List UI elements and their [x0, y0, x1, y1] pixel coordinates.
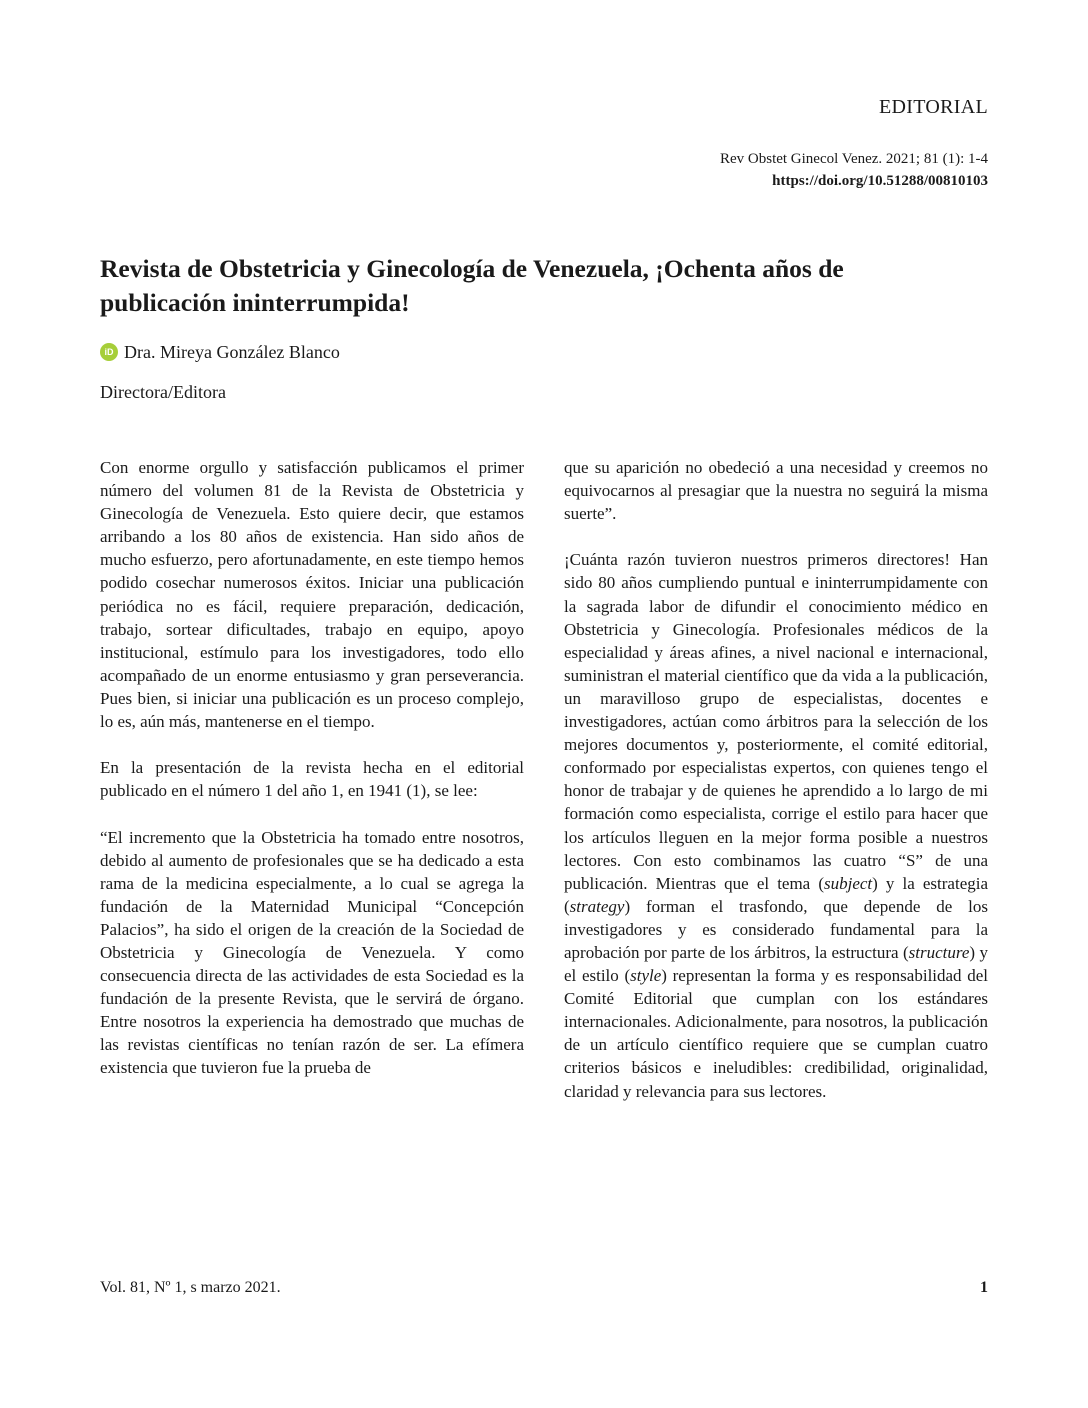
orcid-icon[interactable]: iD [100, 343, 118, 361]
right-column [564, 456, 988, 1126]
section-label: EDITORIAL [879, 96, 988, 118]
quote-continuation: que su aparición no obedeció a una necesidad y creemos no equivocarnos al presagiar que la nuestra no seguirá la misma suerte”. [564, 458, 988, 524]
left-column [100, 456, 524, 1103]
author-role: Directora/Editora [100, 382, 226, 402]
author-name: Dra. Mireya González Blanco [124, 342, 340, 362]
paragraph: En la presentación de la revista hecha en el editorial publicado en el número 1 del año 1, en 1941 (1), se lee: [100, 758, 524, 801]
italic-term: structure [908, 942, 970, 962]
text-run: ) y la estrategia ( [564, 873, 989, 916]
italic-term: style [630, 966, 662, 986]
text-run: ) representan la forma y es responsabilidad del Comité Editorial que cumplan con los estándares internacionales. Adicionalmente, para nosotros, la publicación de un artículo científico requiere que se cumplan cuatro criterios básicos e ineludibles: credibilidad, originalidad, claridad y relevancia para sus lectores. [564, 966, 988, 1101]
quote-paragraph: “El incremento que la Obstetricia ha tomado entre nosotros, debido al aumento de profesionales que se ha dedicado a esta rama de la medicina especialmente, a lo cual se agrega la fundación de la Maternidad Municipal “Concepción Palacios”, ha sido el origen de la creación de la Sociedad de Obstetricia y Ginecología de Venezuela. Y como consecuencia directa de las actividades de esta Sociedad es la fundación de la presente Revista, que le servirá de órgano. Entre nosotros la experiencia ha demostrado que muchas de las revistas científicas no tenían razón de ser. La efímera existencia que tuvieron fue la prueba de [100, 827, 524, 1078]
italic-term: subject [824, 873, 873, 893]
page-number: 1 [980, 1279, 988, 1296]
footer-issue: Vol. 81, Nº 1, s marzo 2021. [100, 1279, 281, 1296]
paragraph: Con enorme orgullo y satisfacción publicamos el primer número del volumen 81 de la Revista de Obstetricia y Ginecología de Venezuela. Esto quiere decir, que estamos arribando a los 80 años de existencia. Han sido años de mucho esfuerzo, pero afortunadamente, en este tiempo hemos podido cosechar numerosos éxitos. Iniciar una publicación periódica no es fácil, requiere preparación, dedicación, trabajo, sortear dificultades, trabajo en equipo, apoyo institucional, estímulo para los investigadores, todo ello acompañado de un enorme entusiasmo y gran perseverancia. Pues bien, si iniciar una publicación es un proceso complejo, lo es, aún más, mantenerse en el tiempo. [100, 458, 524, 732]
citation-block [720, 148, 988, 192]
paragraph [564, 548, 988, 1102]
author-line [100, 339, 340, 365]
text-run: ) y el estilo ( [564, 942, 988, 986]
italic-term: strategy [569, 896, 625, 916]
journal-citation: Rev Obstet Ginecol Venez. 2021; 81 (1): 1-4 [719, 151, 988, 167]
doi-link[interactable]: https://doi.org/10.51288/00810103 [772, 173, 988, 189]
text-run: ) forman el trasfondo, que depende de los investigadores y es considerado fundamental para la aprobación por parte de los árbitros, la estructura ( [564, 896, 988, 962]
text-run: ¡Cuánta razón tuvieron nuestros primeros directores! Han sido 80 años cumpliendo puntual e ininterrumpidamente con la sagrada labor de difundir el conocimiento médico en Obstetricia y Ginecología. Profesionales médicos de la especialidad y áreas afines, a nivel nacional e internacional, suministran el material científico que da vida a la publicación, un maravilloso grupo de especialistas, docentes e investigadores, actúan como árbitros para la selección de los mejores documentos y, posteriormente, el comité editorial, conformado por especialistas expertos, con quienes tengo el honor de trabajar y de quienes he aprendido a lo largo de mi formación como especialista, corrige el estilo para hacer que los artículos lleguen en la mejor forma posible a nuestros lectores. Con esto combinamos las cuatro “S” de una publicación. Mientras que el tema ( [564, 550, 988, 893]
article-title: Revista de Obstetricia y Ginecología de Venezuela, ¡Ochenta años de publicación ininterrumpida! [100, 254, 844, 317]
